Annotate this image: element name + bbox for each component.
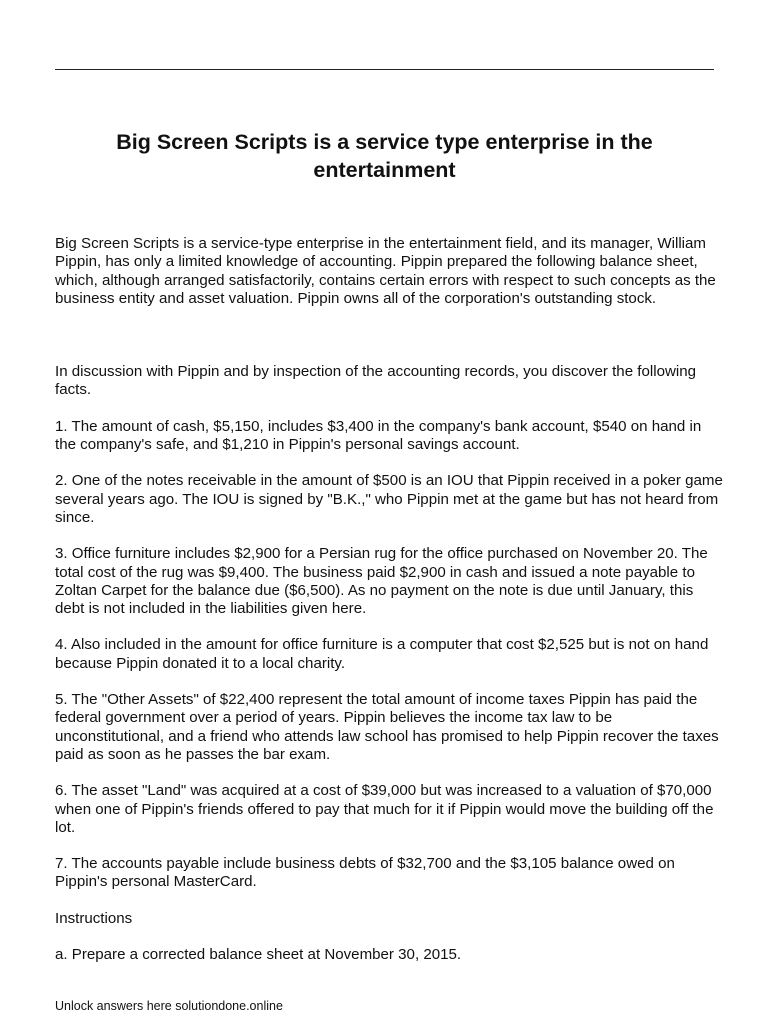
instructions-heading: Instructions	[55, 909, 133, 927]
fact-4: 4. Also included in the amount for office furniture is a computer that cost $2,525 but is not on hand because Pippin donated it to a local charity.	[55, 636, 709, 672]
fact-5: 5. The "Other Assets" of $22,400 represent the total amount of income taxes Pippin has paid the federal government over a period of years. Pippin believes the income tax law to be unconstitutional, and a friend who attends law school has promised to help Pippin recover the taxes paid as soon as he passes the bar exam.	[55, 691, 719, 763]
instruction-a: a. Prepare a corrected balance sheet at November 30, 2015.	[55, 946, 462, 964]
footer-link-text[interactable]: Unlock answers here solutiondone.online	[55, 999, 283, 1013]
fact-2: 2. One of the notes receivable in the amount of $500 is an IOU that Pippin received in a poker game several years ago. The IOU is signed by "B.K.," who Pippin met at the game but has not heard from since.	[55, 472, 723, 526]
fact-1: 1. The amount of cash, $5,150, includes $3,400 in the company's bank account, $540 on hand in the company's safe, and $1,210 in Pippin's personal savings account.	[55, 417, 702, 454]
discussion-paragraph: In discussion with Pippin and by inspection of the accounting records, you discover the following facts.	[55, 363, 697, 399]
header-divider	[55, 69, 714, 70]
document-title: Big Screen Scripts is a service type enterprise in the entertainment	[116, 130, 653, 182]
document-body	[55, 235, 723, 964]
fact-6: 6. The asset "Land" was acquired at a cost of $39,000 but was increased to a valuation of $70,000 when one of Pippin's friends offered to pay that much for it if Pippin would move the building off the lot.	[55, 782, 714, 836]
intro-paragraph: Big Screen Scripts is a service-type enterprise in the entertainment field, and its manager, William Pippin, has only a limited knowledge of accounting. Pippin prepared the following balance sheet, which, although arranged satisfactorily, contains certain errors with respect to such concepts as the business entity and asset valuation. Pippin owns all of the corporation's outstanding stock.	[55, 235, 716, 307]
fact-7: 7. The accounts payable include business debts of $32,700 and the $3,105 balance owed on Pippin's personal MasterCard.	[55, 855, 675, 891]
fact-3: 3. Office furniture includes $2,900 for a Persian rug for the office purchased on November 20. The total cost of the rug was $9,400. The business paid $2,900 in cash and issued a note payable to Zoltan Carpet for the balance due ($6,500). As no payment on the note is due until January, this debt is not included in the liabilities given here.	[55, 545, 708, 618]
